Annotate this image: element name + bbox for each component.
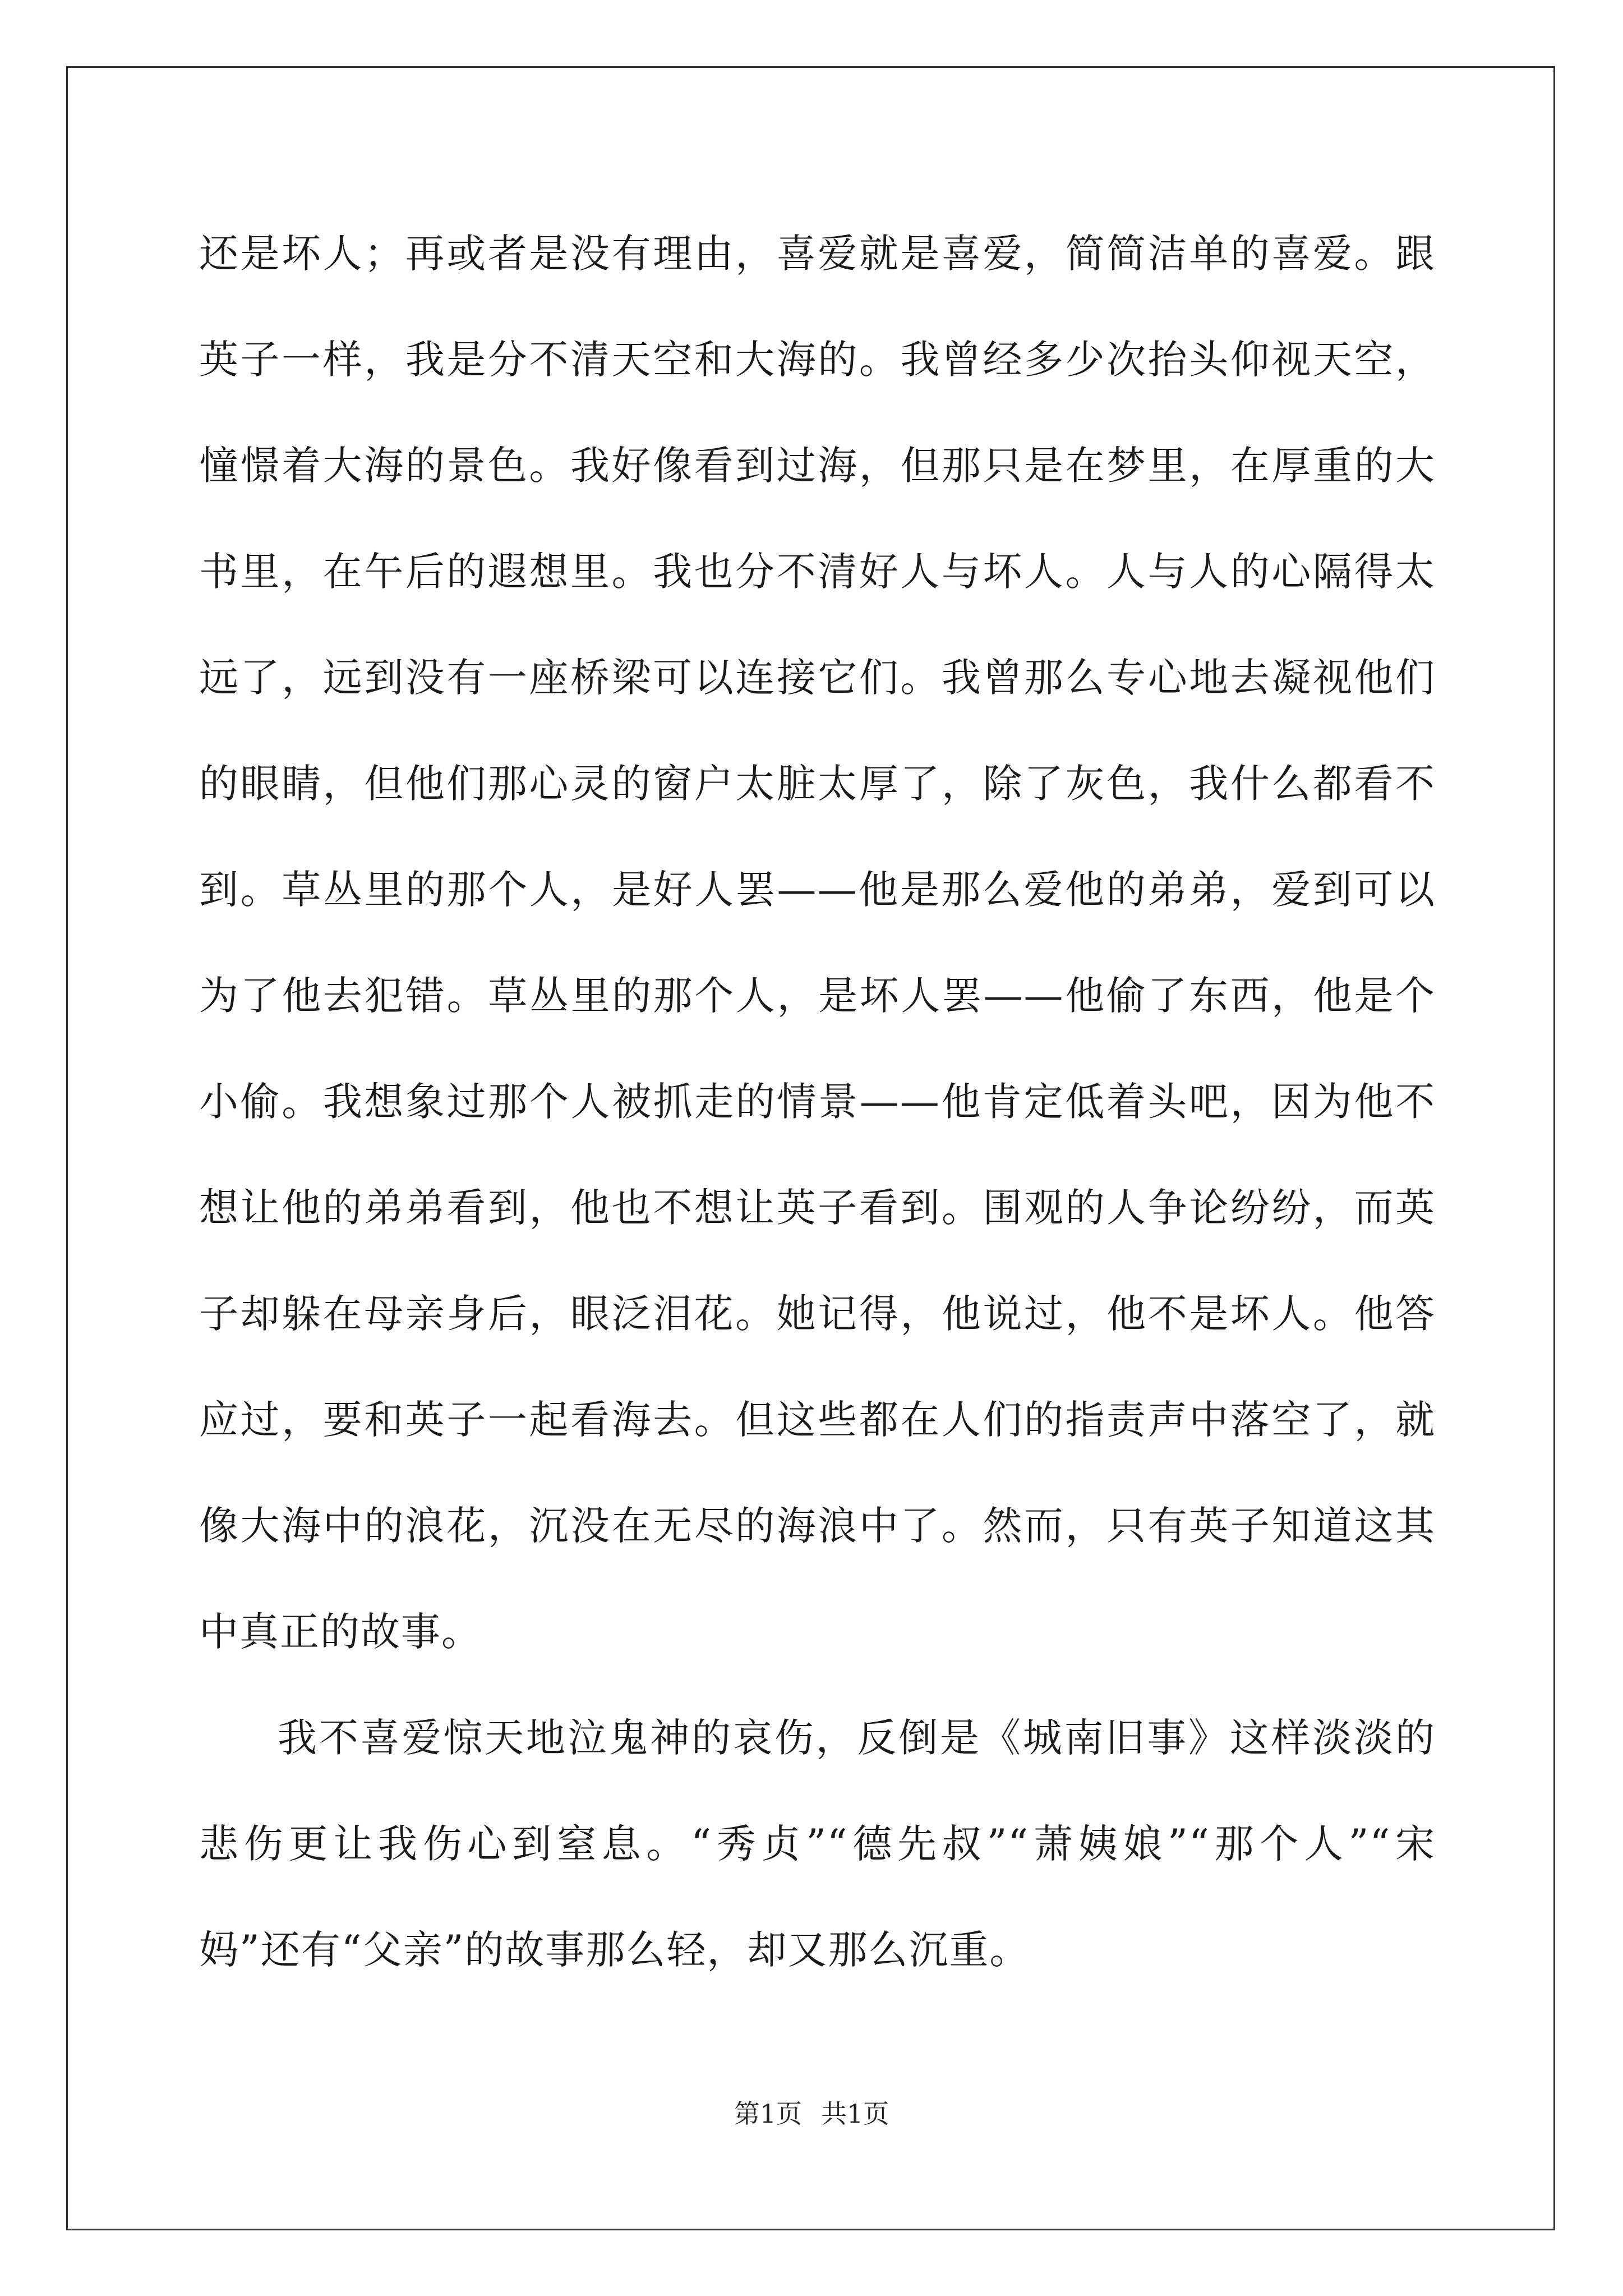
text-line: 到。草丛里的那个人，是好人罢——他是那么爱他的弟弟，爱到可以	[199, 867, 1436, 913]
text-line: 子却躲在母亲身后，眼泛泪花。她记得，他说过，他不是坏人。他答	[199, 1291, 1436, 1337]
text-line: 书里，在午后的遐想里。我也分不清好人与坏人。人与人的心隔得太	[199, 549, 1436, 595]
paragraph-end-line: 中真正的故事。	[199, 1609, 482, 1655]
text-line: 悲伤更让我伤心到窒息。“秀贞”“德先叔”“萧姨娘”“那个人”“宋	[199, 1821, 1436, 1867]
text-line: 想让他的弟弟看到，他也不想让英子看到。围观的人争论纷纷，而英	[199, 1185, 1436, 1231]
text-line: 英子一样，我是分不清天空和大海的。我曾经多少次抬头仰视天空，	[199, 337, 1436, 383]
text-line: 为了他去犯错。草丛里的那个人，是坏人罢——他偷了东西，他是个	[199, 973, 1436, 1019]
text-line: 应过，要和英子一起看海去。但这些都在人们的指责声中落空了，就	[199, 1397, 1436, 1443]
paragraph-end-line: 妈”还有“父亲”的故事那么轻，却又那么沉重。	[199, 1927, 1030, 1973]
page-total: 共1页	[821, 2099, 889, 2129]
text-line: 远了，远到没有一座桥梁可以连接它们。我曾那么专心地去凝视他们	[199, 655, 1436, 701]
text-line: 像大海中的浪花，沉没在无尽的海浪中了。然而，只有英子知道这其	[199, 1503, 1436, 1549]
document-body	[199, 209, 1436, 2011]
page-number: 第1页	[734, 2099, 802, 2129]
paragraph-first-line: 我不喜爱惊天地泣鬼神的哀伤，反倒是《城南旧事》这样淡淡的	[278, 1715, 1436, 1761]
page-footer	[0, 2097, 1623, 2131]
text-line: 小偷。我想象过那个人被抓走的情景——他肯定低着头吧，因为他不	[199, 1079, 1436, 1125]
text-line: 的眼睛，但他们那心灵的窗户太脏太厚了，除了灰色，我什么都看不	[199, 761, 1436, 807]
text-line: 还是坏人；再或者是没有理由，喜爱就是喜爱，简简洁单的喜爱。跟	[199, 231, 1436, 277]
text-line: 憧憬着大海的景色。我好像看到过海，但那只是在梦里，在厚重的大	[199, 443, 1436, 489]
